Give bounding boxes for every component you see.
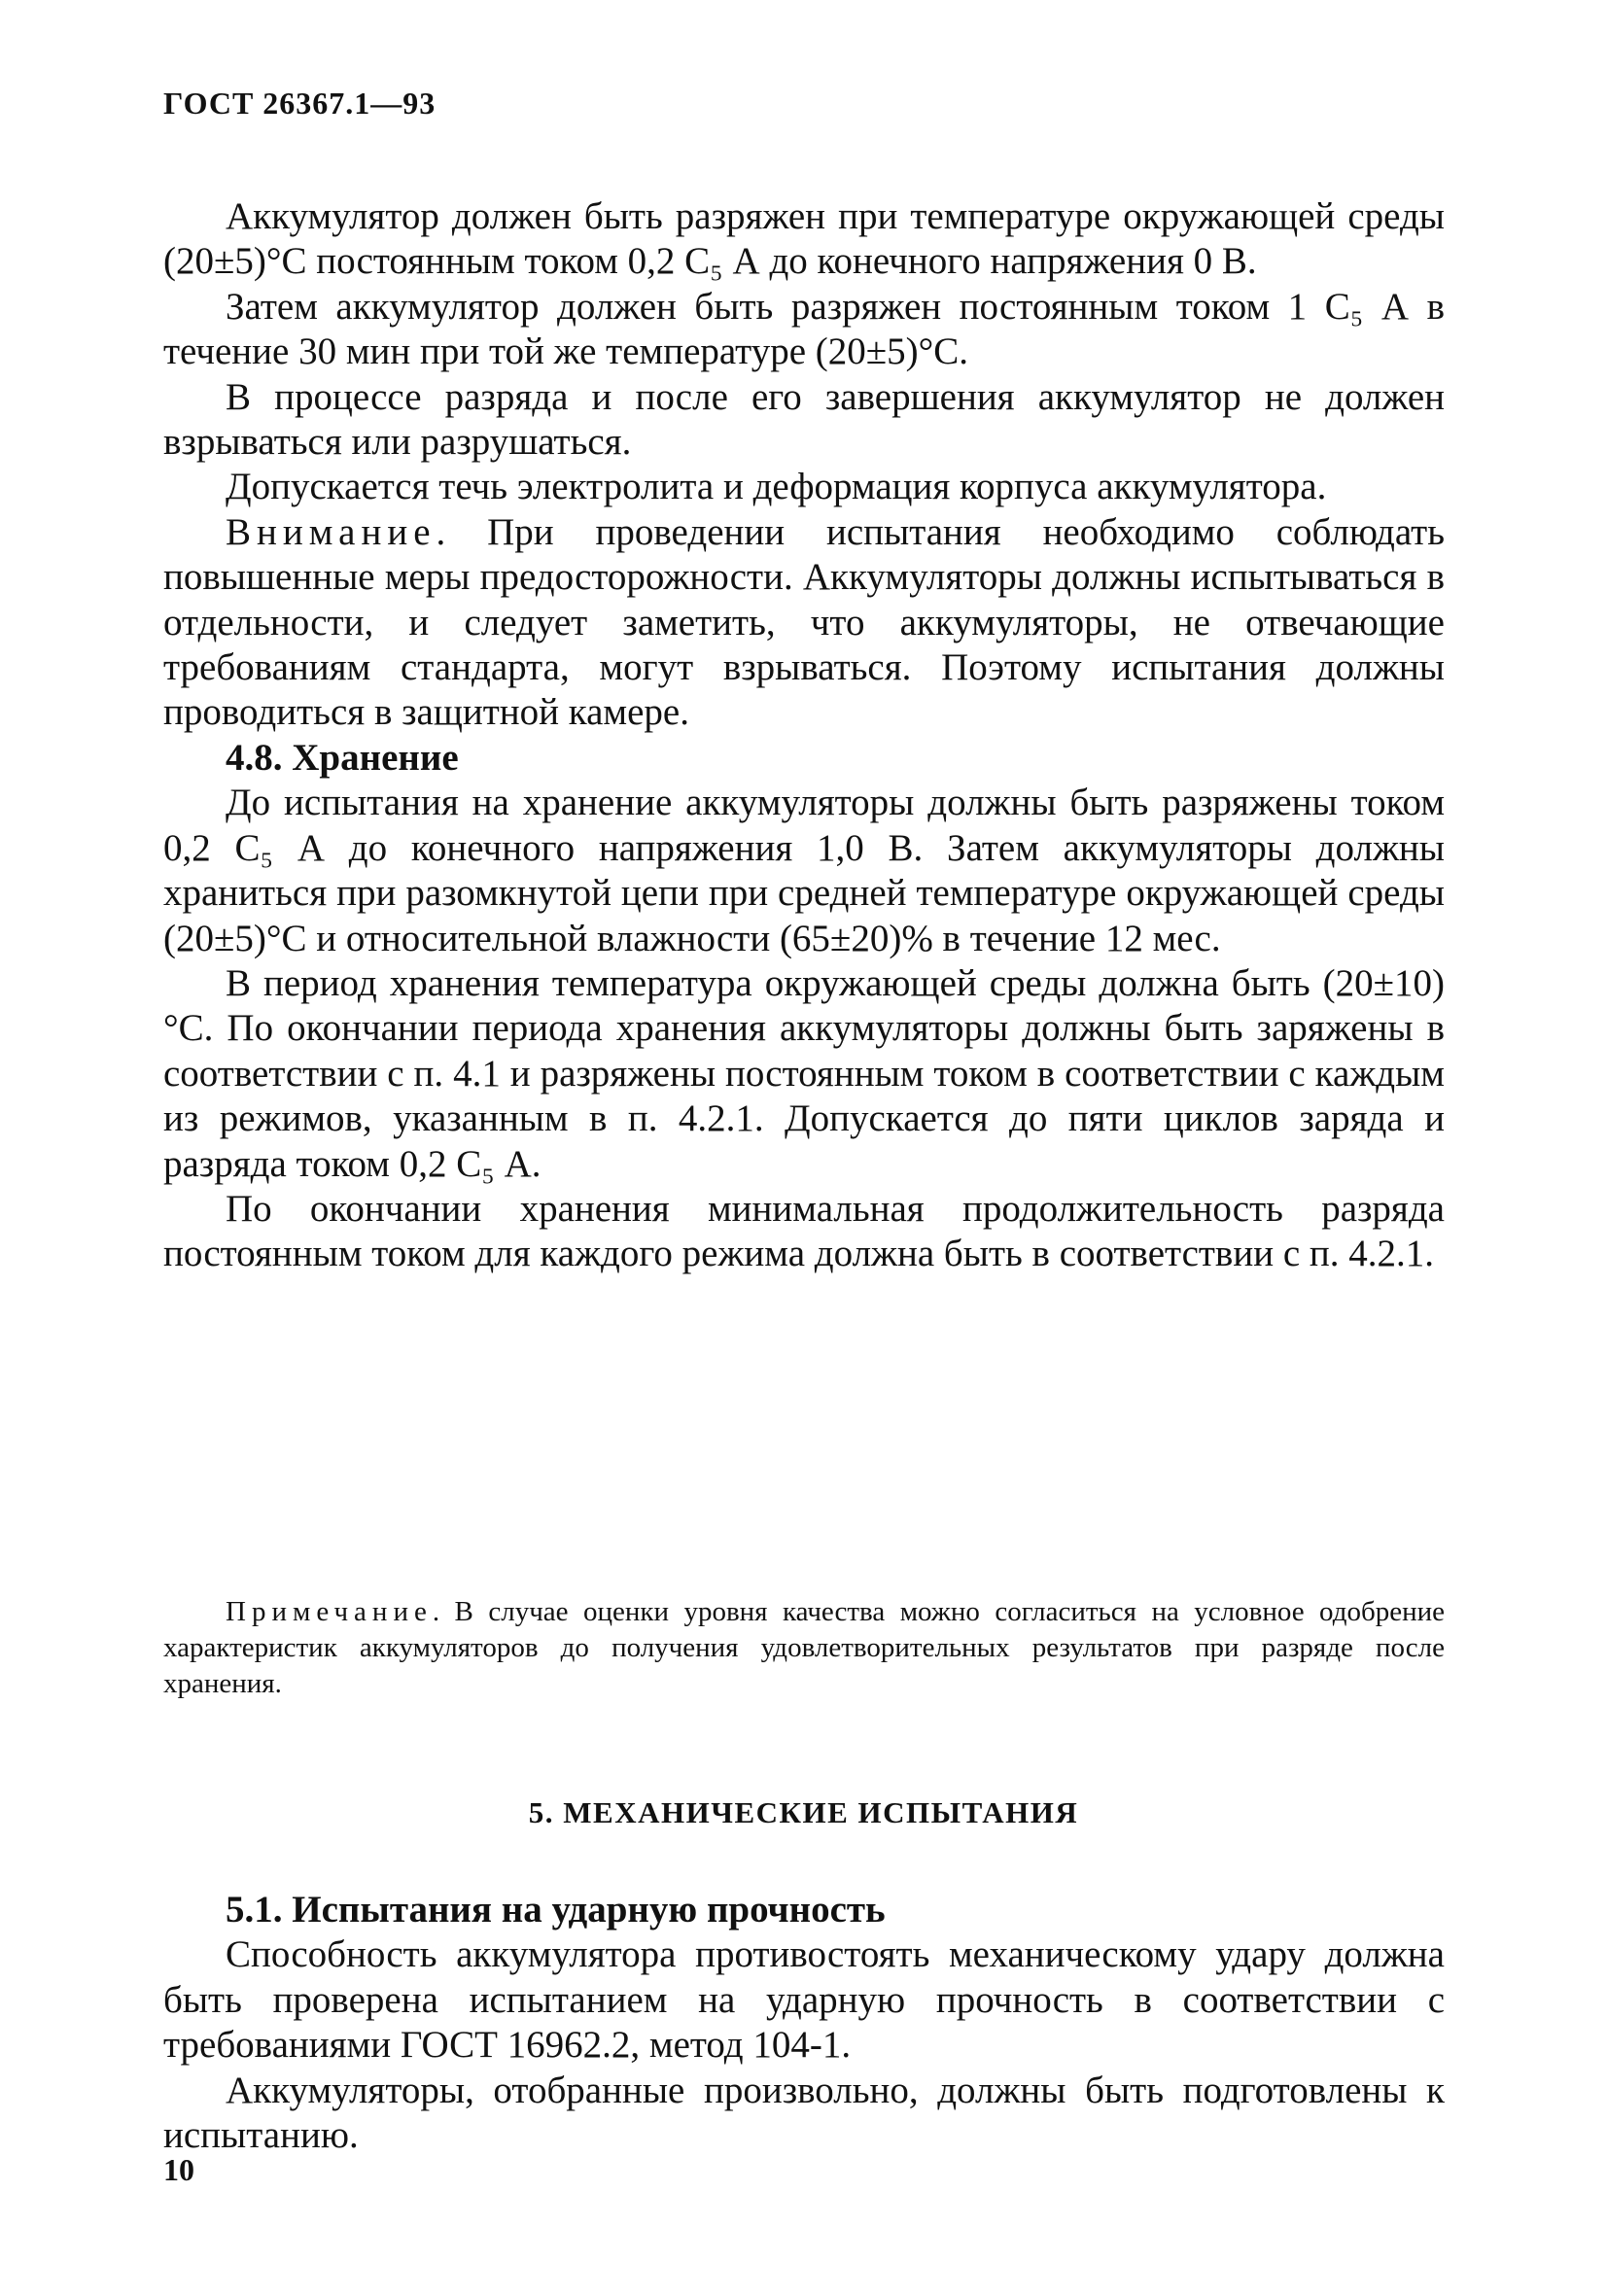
subheading-storage: 4.8. Хранение xyxy=(226,736,459,779)
paragraph-sample-prep: Аккумуляторы, отобранные произвольно, должны быть подготовлены к испытанию. xyxy=(163,2069,1445,2157)
page-number: 10 xyxy=(163,2152,194,2187)
paragraph-discharge-conditions: Аккумулятор должен быть разряжен при температуре окружающей среды (20±5)°С постоянным током 0,2 C₅ А до конечного напряжения 0 В. xyxy=(163,195,1445,283)
warning-label: Внимание xyxy=(226,510,437,553)
document-header: ГОСТ 26367.1—93 xyxy=(163,86,437,121)
paragraph-leak-allowed: Допускается течь электролита и деформация корпуса аккумулятора. xyxy=(226,466,1327,508)
paragraph-no-explosion: В процессе разряда и после его завершения аккумулятор не должен взрываться или разрушаться. xyxy=(163,375,1445,464)
paragraph-storage-end: По окончании хранения минимальная продолжительность разряда постоянным током для каждого режима должна быть в соответствии с п. 4.2.1. xyxy=(163,1187,1445,1275)
paragraph-second-discharge: Затем аккумулятор должен быть разряжен постоянным током 1 C₅ А в течение 30 мин при той же температуре (20±5)°С. xyxy=(163,285,1445,373)
note-text: . В случае оценки уровня качества можно согласиться на условное одобрение характеристик аккумуляторов до получения удовлетворительных результатов при разряде после хранения. xyxy=(163,1596,1445,1699)
note-paragraph xyxy=(163,1594,1445,1702)
note-block xyxy=(163,1594,1445,1702)
paragraph-warning xyxy=(163,510,1445,736)
note-label: Примечание xyxy=(226,1596,433,1627)
body-text-block-1 xyxy=(163,194,1445,1277)
warning-text: . При проведении испытания необходимо соблюдать повышенные меры предосторожности. Аккумуляторы должны испытываться в отдельности, и следует заметить, что аккумуляторы, не отвечающие требованиям стандарта, могут взрываться. Поэтому испытания должны проводиться в защитной камере. xyxy=(163,510,1445,734)
paragraph-storage-period: В период хранения температура окружающей среды должна быть (20±10)°С. По окончании периода хранения аккумуляторы должны быть заряжены в соответствии с п. 4.1 и разряжены постоянным током в соответствии с каждым из режимов, указанным в п. 4.2.1. Допускается до пяти циклов заряда и разряда током 0,2 C₅ А. xyxy=(163,961,1445,1185)
section-title: 5. МЕХАНИЧЕСКИЕ ИСПЫТАНИЯ xyxy=(528,1795,1079,1829)
paragraph-storage-prep: До испытания на хранение аккумуляторы должны быть разряжены током 0,2 C₅ А до конечного напряжения 1,0 В. Затем аккумуляторы должны храниться при разомкнутой цепи при средней температуре окружающей среды (20±5)°С и относительной влажности (65±20)% в течение 12 мес. xyxy=(163,782,1445,959)
subheading-impact-test: 5.1. Испытания на ударную прочность xyxy=(226,1889,886,1931)
paragraph-impact-requirement: Способность аккумулятора противостоять механическому удару должна быть проверена испытанием на ударную прочность в соответствии с требованиями ГОСТ 16962.2, метод 104-1. xyxy=(163,1933,1445,2067)
body-text-block-2 xyxy=(163,1888,1445,2158)
